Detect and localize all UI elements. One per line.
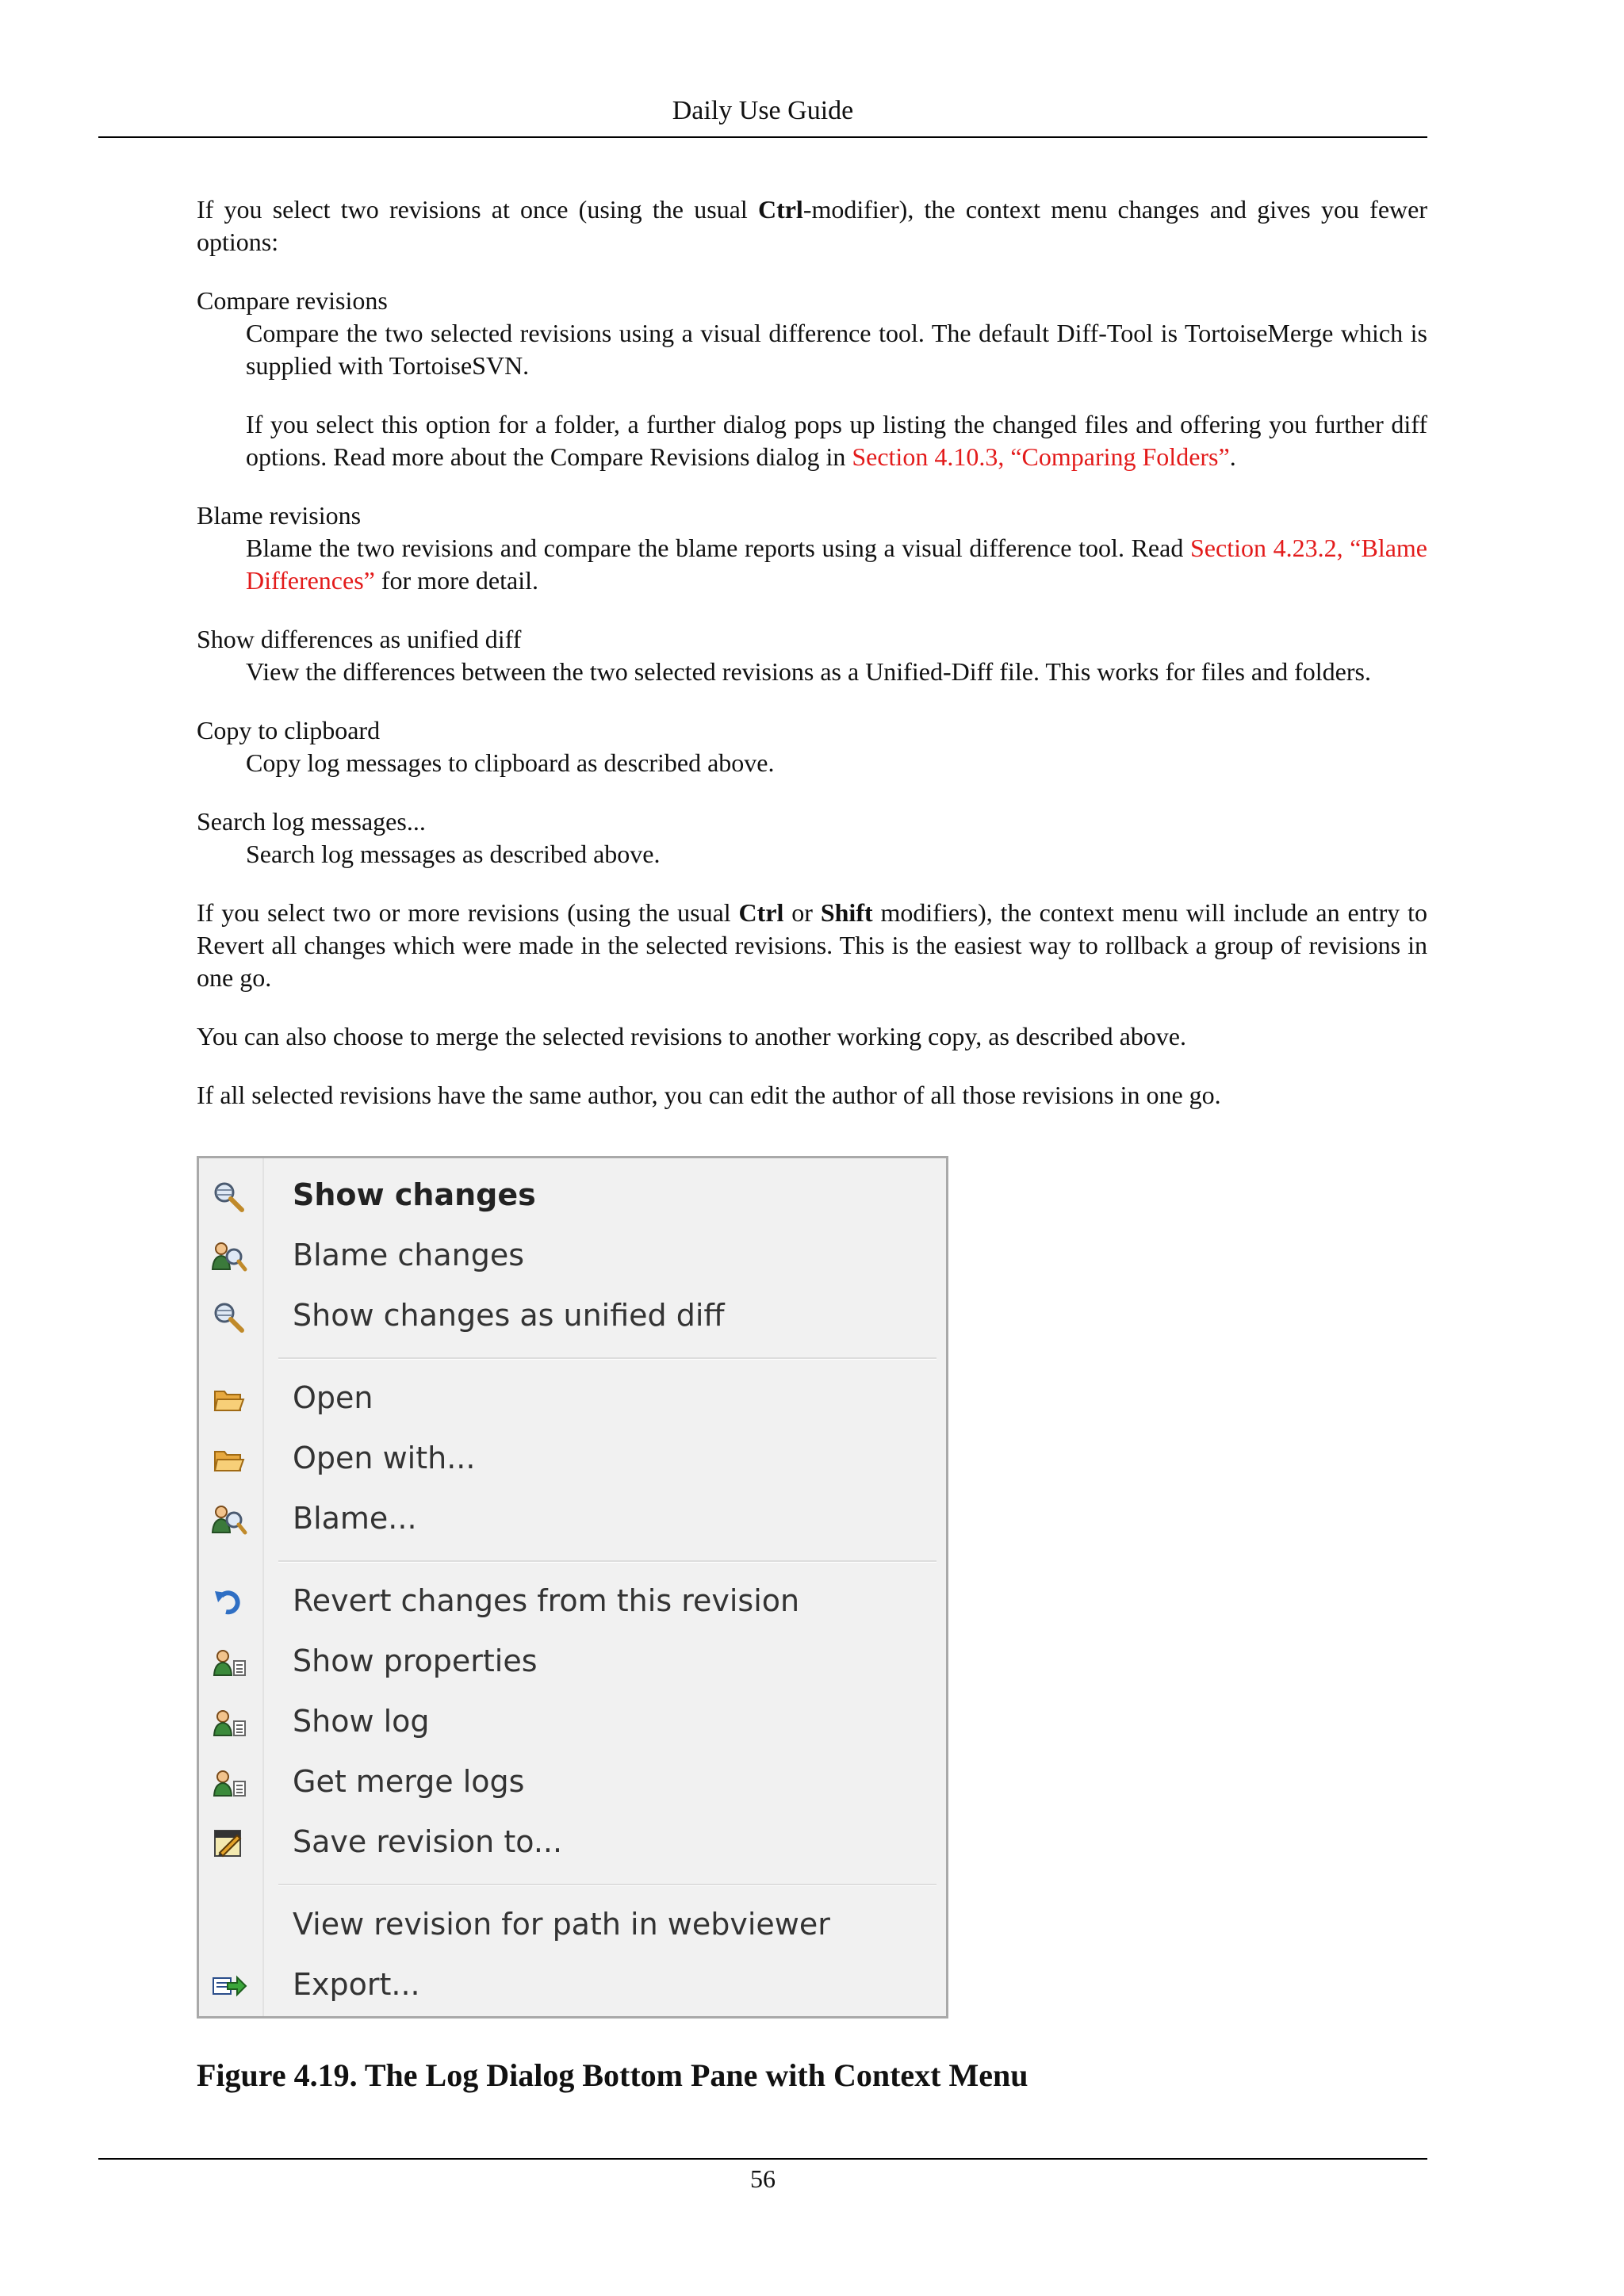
menu-item-open[interactable] [199,1368,946,1428]
menu-item-blame-changes[interactable] [199,1225,946,1285]
menu-item-view-in-webviewer[interactable] [199,1894,946,1954]
footer-rule [98,2158,1427,2160]
term-search-log-messages: Search log messages... [197,807,426,836]
folder-open-icon [210,1382,248,1417]
term-blame-revisions: Blame revisions [197,501,362,530]
menu-label: Export... [293,1967,420,2002]
definition-show-differences-unified: View the differences between the two selected revisions as a Unified-Diff file. This works for files and folders. [246,657,1371,686]
merge-log-icon [210,1766,248,1800]
definition-compare-revisions: Compare the two selected revisions using a visual difference tool. The default Diff-Tool is TortoiseMerge which is supplied with TortoiseSVN. If you select this option for a folder, a further dialog pops up listing the changed files and offering you further diff options. Read more about the Compare Revisions dialog in Section 4.10.3, “Comparing Folders”. [246,319,1427,471]
blame-icon [210,1502,248,1537]
menu-separator [278,1560,936,1563]
term-copy-to-clipboard: Copy to clipboard [197,716,381,744]
revert-paragraph: If you select two or more revisions (using the usual Ctrl or Shift modifiers), the context menu will include an entry to Revert all changes which were made in the selected revisions. This is the easiest way to rollback a group of revisions in one go. [197,898,1428,992]
menu-label: Show properties [293,1644,538,1678]
export-icon [210,1969,248,2003]
menu-label: Blame changes [293,1238,525,1272]
author-paragraph: If all selected revisions have the same author, you can edit the author of all those revisions in one go. [197,1081,1221,1109]
figure-caption: Figure 4.19. The Log Dialog Bottom Pane with Context Menu [197,2057,1028,2093]
log-icon [210,1705,248,1740]
menu-label: Show log [293,1704,430,1739]
definition-blame-revisions: Blame the two revisions and compare the blame reports using a visual difference tool. Read Section 4.23.2, “Blame Differences” for more detail. [246,534,1428,595]
document-body [197,193,1427,1138]
menu-label: Revert changes from this revision [293,1583,800,1618]
menu-label: Open [293,1380,373,1415]
menu-label: Show changes [293,1177,536,1212]
menu-item-open-with[interactable] [199,1428,946,1488]
menu-item-show-log[interactable] [199,1691,946,1751]
menu-item-show-changes-unified-diff[interactable] [199,1285,946,1345]
link-blame-differences[interactable]: Section 4.23.2, “Blame Differences” [246,534,1428,595]
menu-item-save-revision[interactable] [199,1812,946,1872]
merge-paragraph: You can also choose to merge the selected revisions to another working copy, as described above. [197,1022,1186,1050]
term-compare-revisions: Compare revisions [197,286,388,315]
intro-paragraph: If you select two revisions at once (using the usual Ctrl-modifier), the context menu changes and gives you fewer options: [197,195,1428,256]
menu-item-show-changes[interactable] [199,1165,946,1225]
menu-item-get-merge-logs[interactable] [199,1751,946,1812]
menu-separator [278,1357,936,1360]
revert-icon [210,1585,248,1620]
properties-icon [210,1645,248,1680]
menu-label: Save revision to... [293,1824,563,1859]
page-header-title: Daily Use Guide [672,96,854,125]
magnifier-diff-icon [210,1299,248,1334]
menu-label: Get merge logs [293,1764,525,1799]
menu-separator [278,1884,936,1886]
menu-label: Blame... [293,1501,417,1536]
context-menu [197,1156,948,2019]
menu-label: View revision for path in webviewer [293,1907,830,1942]
definition-search-log-messages: Search log messages as described above. [246,840,661,868]
definition-list [197,285,1427,871]
menu-label: Open with... [293,1441,476,1475]
menu-item-show-properties[interactable] [199,1631,946,1691]
link-comparing-folders[interactable]: Section 4.10.3, “Comparing Folders” [852,442,1230,471]
page-number: 56 [750,2164,776,2193]
magnifier-diff-icon [210,1179,248,1214]
definition-copy-to-clipboard: Copy log messages to clipboard as described above. [246,748,775,777]
save-revision-icon [210,1826,248,1861]
header-rule [98,136,1427,138]
menu-label: Show changes as unified diff [293,1298,725,1333]
menu-item-export[interactable] [199,1954,946,2015]
folder-open-icon [210,1442,248,1477]
blame-icon [210,1239,248,1274]
term-show-differences-unified: Show differences as unified diff [197,625,522,653]
menu-item-blame[interactable] [199,1488,946,1548]
menu-item-revert-changes[interactable] [199,1571,946,1631]
